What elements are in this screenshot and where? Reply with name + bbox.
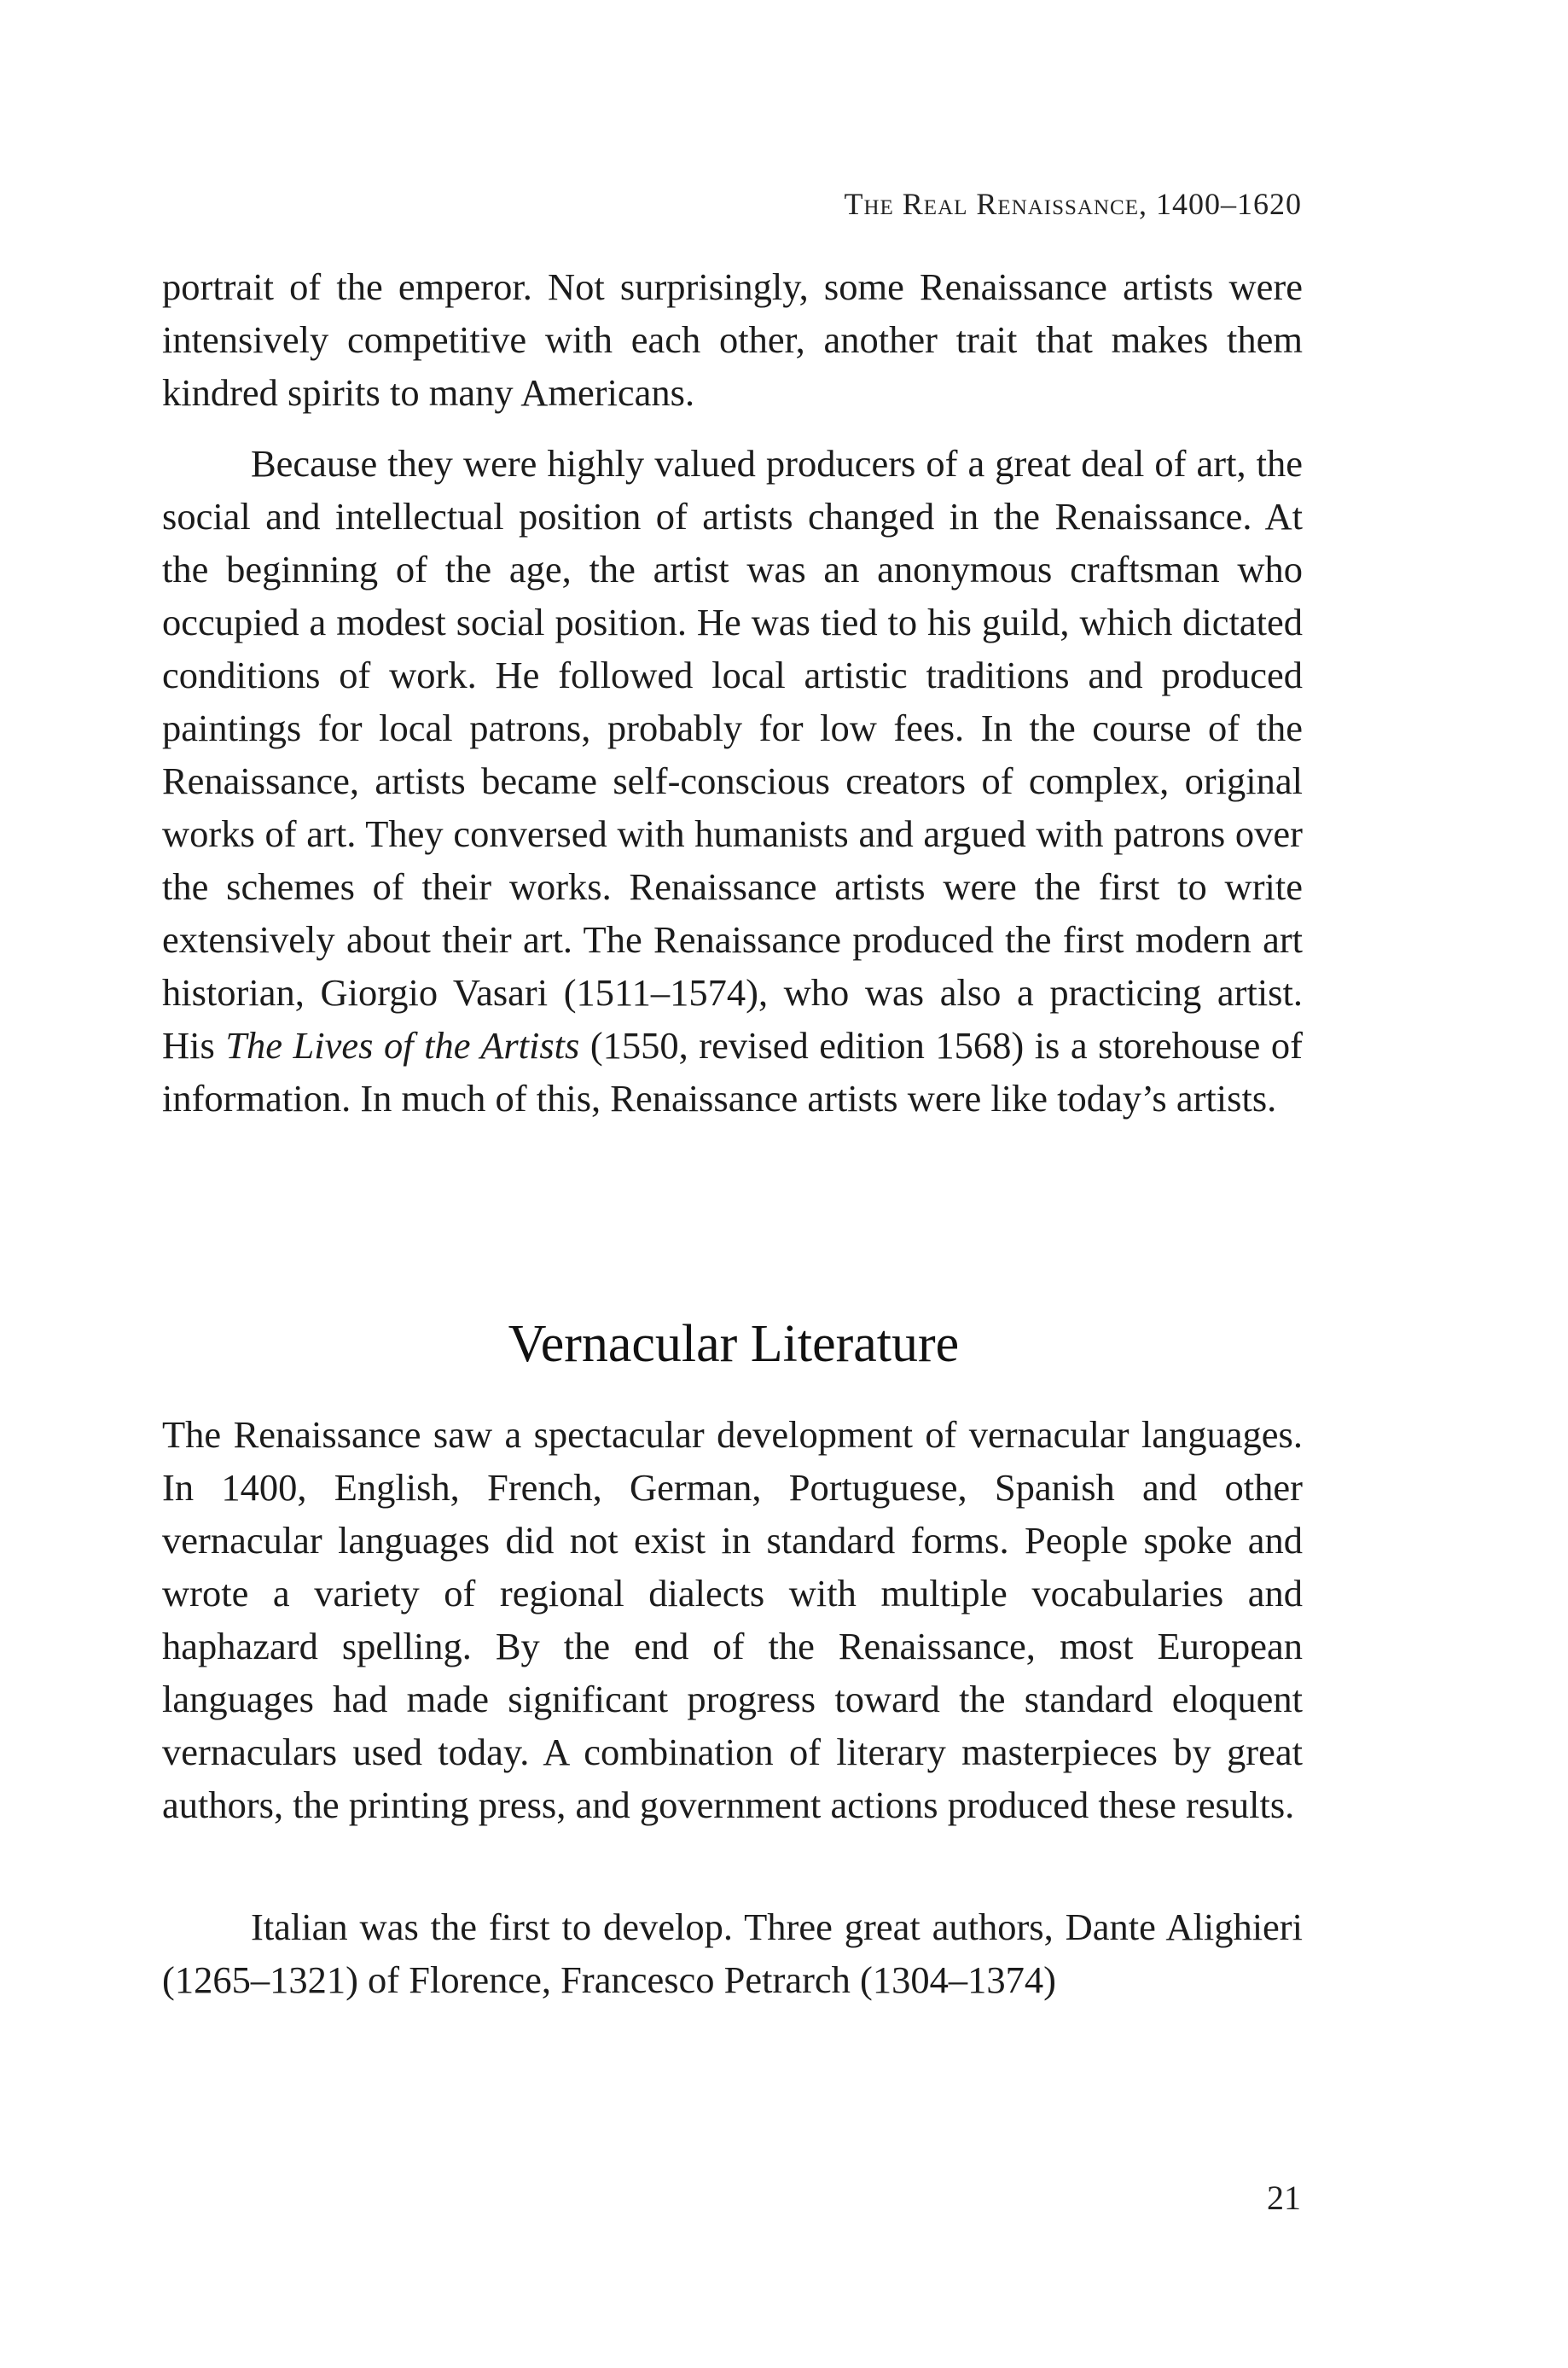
paragraph-text-part: Because they were highly valued producers of a great deal of art, the social and intellectual position of artists changed in the Renaissance. At the beginning of the age, the artist was an anonymous craftsman who occupied a modest social position. He was tied to his guild, which dictated conditions of work. He followed local artistic traditions and produced paintings for local patrons, probably for low fees. In the course of the Renaissance, artists became self-conscious creators of complex, original works of art. They conversed with humanists and argued with patrons over the schemes of their works. Renaissance artists were the first to write extensively about their art. The Renaissance produced the first modern art historian, Giorgio Vasari (1511–1574), who was also a practicing artist. His [162,442,1303,1067]
paragraph-text: The Renaissance saw a spectacular development of vernacular languages. In 1400, English, French, German, Portuguese, Spanish and other vernacular languages did not exist in standard forms. People spoke and wrote a variety of regional dialects with multiple vocabularies and haphazard spelling. By the end of the Renaissance, most European languages had made significant progress toward the standard eloquent vernaculars used today. A combination of literary masterpieces by great authors, the printing press, and government actions produced these results. [162,1413,1303,1826]
section-heading: Vernacular Literature [508,1315,960,1373]
page-number: 21 [1267,2179,1301,2217]
paragraph-vernacular [162,1408,1303,1831]
paragraph-continued [162,260,1303,419]
paragraph-text-part: (1550, revised edition 1568) is a storehouse of information. In much of this, Renaissance artists were like today’s artists. [162,1024,1303,1120]
paragraph-text: Italian was the first to develop. Three great authors, Dante Alighieri (1265–1321) of Florence, Francesco Petrarch (1304–1374) [162,1905,1303,2001]
paragraph-text: portrait of the emperor. Not surprisingly, some Renaissance artists were intensively competitive with each other, another trait that makes them kindred spirits to many Americans. [162,265,1303,414]
running-head: The Real Renaissance, 1400–1620 [844,187,1302,221]
book-title-italic: The Lives of the Artists [225,1024,580,1067]
paragraph-text [162,437,1303,1125]
paragraph-italian [162,1900,1303,2006]
paragraph-artists-position [162,437,1303,1125]
